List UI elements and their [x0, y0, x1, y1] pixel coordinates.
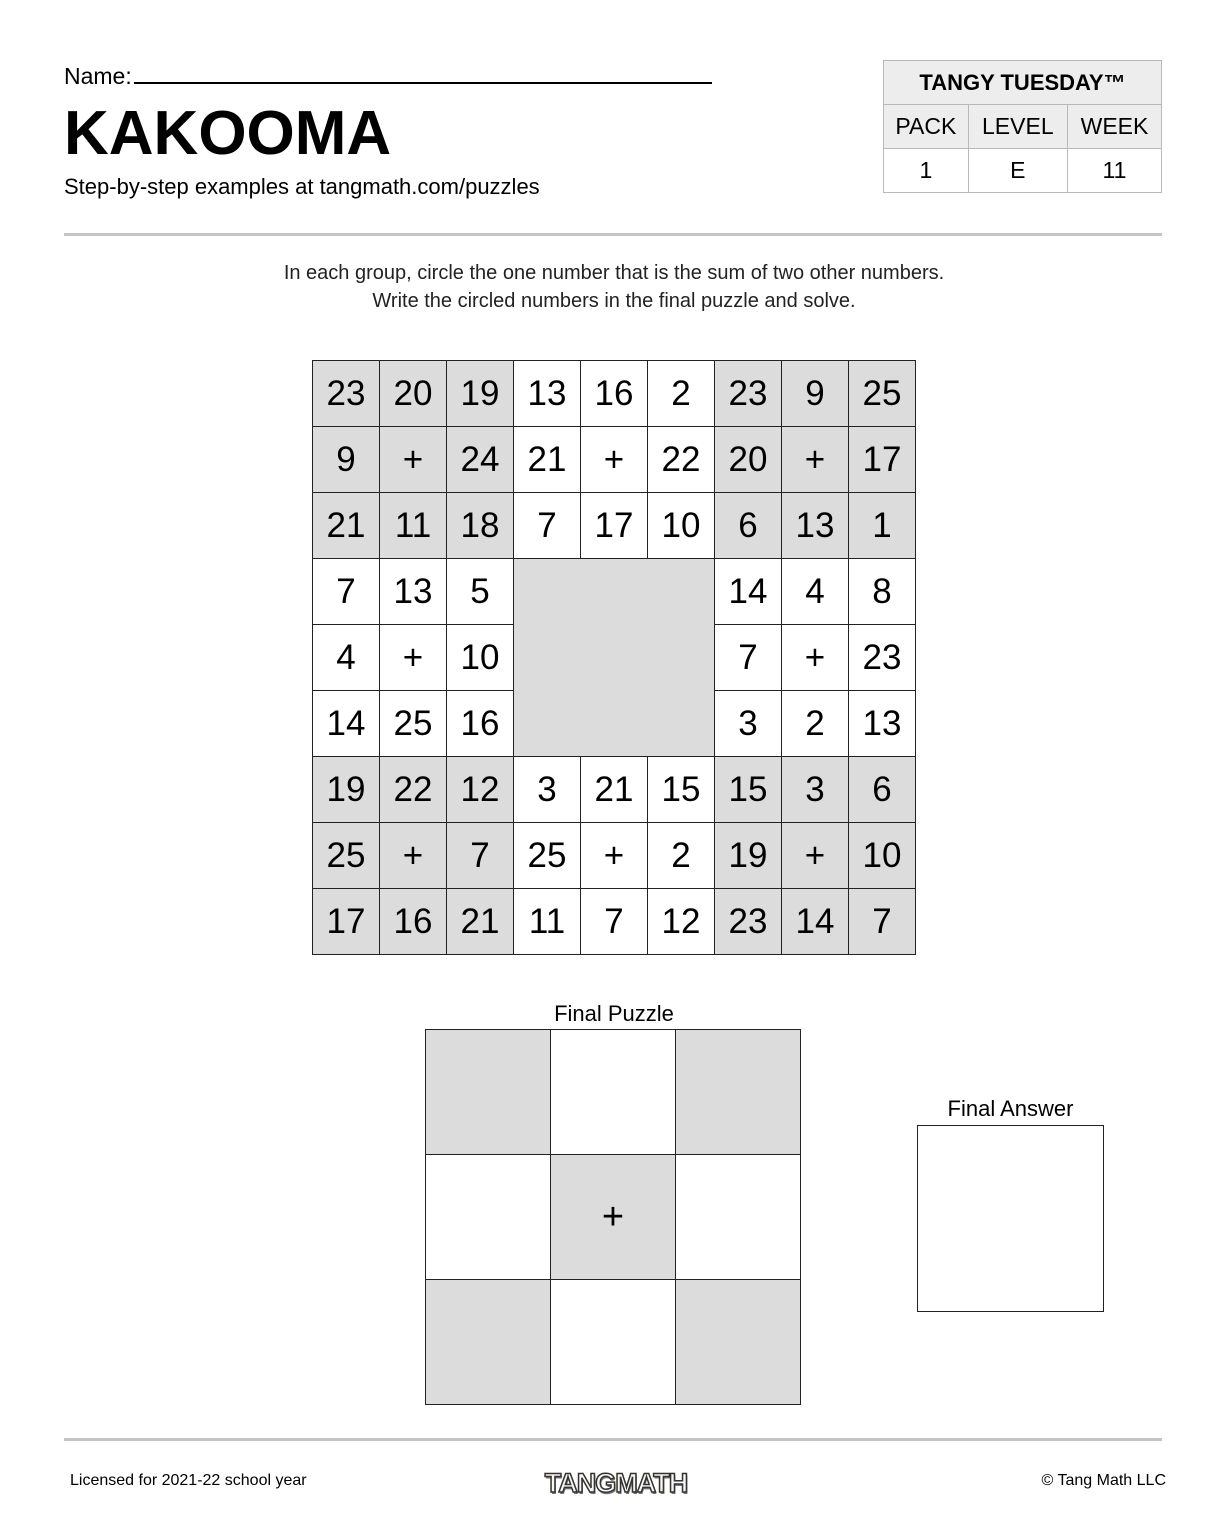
- pack-value: 1: [884, 149, 969, 193]
- grid-cell[interactable]: 19: [715, 823, 782, 889]
- grid-cell[interactable]: 9: [313, 427, 380, 493]
- grid-cell[interactable]: 23: [313, 361, 380, 427]
- grid-cell[interactable]: 10: [447, 625, 514, 691]
- instructions-line-1: In each group, circle the one number that is the sum of two other numbers.: [283, 262, 945, 284]
- grid-cell[interactable]: 22: [648, 427, 715, 493]
- grid-plus-sign: +: [782, 625, 849, 691]
- final-puzzle-grid: [425, 1029, 801, 1405]
- grid-cell[interactable]: 24: [447, 427, 514, 493]
- grid-cell[interactable]: 20: [380, 361, 447, 427]
- grid-cell[interactable]: 15: [648, 757, 715, 823]
- grid-cell[interactable]: 7: [514, 493, 581, 559]
- grid-cell[interactable]: 20: [715, 427, 782, 493]
- grid-cell[interactable]: 7: [849, 889, 916, 955]
- grid-cell[interactable]: 13: [782, 493, 849, 559]
- grid-cell[interactable]: 7: [715, 625, 782, 691]
- grid-cell[interactable]: 18: [447, 493, 514, 559]
- bottom-divider: [64, 1438, 1162, 1441]
- name-blank-line[interactable]: [134, 60, 712, 84]
- pack-label: PACK: [884, 105, 969, 149]
- grid-cell[interactable]: 2: [648, 823, 715, 889]
- page-title: KAKOOMA: [64, 99, 392, 168]
- grid-cell[interactable]: 1: [849, 493, 916, 559]
- info-table: [883, 60, 1162, 193]
- grid-cell[interactable]: 22: [380, 757, 447, 823]
- grid-row: [313, 757, 916, 823]
- copyright-text: © Tang Math LLC: [1041, 1472, 1166, 1489]
- grid-cell[interactable]: 16: [380, 889, 447, 955]
- kakooma-grid: [312, 360, 916, 955]
- grid-center-block: [514, 559, 715, 757]
- final-puzzle-cell[interactable]: [426, 1155, 551, 1280]
- final-puzzle-cell[interactable]: [551, 1030, 676, 1155]
- grid-cell[interactable]: 2: [648, 361, 715, 427]
- grid-cell[interactable]: 11: [514, 889, 581, 955]
- instructions-line-2: Write the circled numbers in the final puzzle and solve.: [372, 290, 856, 312]
- grid-cell[interactable]: 13: [380, 559, 447, 625]
- grid-cell[interactable]: 19: [313, 757, 380, 823]
- grid-plus-sign: +: [380, 427, 447, 493]
- grid-cell[interactable]: 21: [514, 427, 581, 493]
- final-puzzle-cell[interactable]: [676, 1155, 801, 1280]
- grid-cell[interactable]: 4: [313, 625, 380, 691]
- name-label: Name:: [64, 63, 132, 89]
- grid-cell[interactable]: 23: [849, 625, 916, 691]
- grid-cell[interactable]: 12: [447, 757, 514, 823]
- subtitle: Step-by-step examples at tangmath.com/puzzles: [64, 174, 540, 199]
- grid-cell[interactable]: 17: [849, 427, 916, 493]
- grid-cell[interactable]: 17: [581, 493, 648, 559]
- final-puzzle-cell[interactable]: [551, 1280, 676, 1405]
- grid-cell[interactable]: 21: [447, 889, 514, 955]
- grid-cell[interactable]: 3: [715, 691, 782, 757]
- grid-cell[interactable]: 5: [447, 559, 514, 625]
- tangmath-logo: TANGMATH: [538, 1467, 694, 1499]
- grid-cell[interactable]: 25: [313, 823, 380, 889]
- grid-cell[interactable]: 16: [447, 691, 514, 757]
- grid-cell[interactable]: 3: [782, 757, 849, 823]
- grid-cell[interactable]: 12: [648, 889, 715, 955]
- grid-row: [313, 427, 916, 493]
- level-value: E: [968, 149, 1067, 193]
- grid-cell[interactable]: 16: [581, 361, 648, 427]
- grid-cell[interactable]: 2: [782, 691, 849, 757]
- grid-row: [313, 559, 916, 625]
- grid-row: [313, 889, 916, 955]
- final-puzzle-label: Final Puzzle: [554, 1001, 674, 1026]
- grid-cell[interactable]: 6: [715, 493, 782, 559]
- grid-cell[interactable]: 21: [581, 757, 648, 823]
- grid-plus-sign: +: [782, 427, 849, 493]
- grid-row: [313, 493, 916, 559]
- grid-cell[interactable]: 14: [715, 559, 782, 625]
- final-puzzle-cell[interactable]: [676, 1280, 801, 1405]
- grid-cell[interactable]: 7: [581, 889, 648, 955]
- grid-cell[interactable]: 8: [849, 559, 916, 625]
- grid-cell[interactable]: 3: [514, 757, 581, 823]
- final-answer-label: Final Answer: [947, 1096, 1074, 1121]
- name-field[interactable]: [64, 60, 712, 90]
- week-value: 11: [1067, 149, 1161, 193]
- final-puzzle-cell[interactable]: [426, 1030, 551, 1155]
- final-puzzle-cell[interactable]: [426, 1280, 551, 1405]
- grid-cell[interactable]: 14: [313, 691, 380, 757]
- final-puzzle-plus-sign: +: [551, 1155, 676, 1280]
- final-puzzle-cell[interactable]: [676, 1030, 801, 1155]
- grid-cell[interactable]: 23: [715, 889, 782, 955]
- info-table-heading: TANGY TUESDAY™: [884, 61, 1162, 105]
- level-label: LEVEL: [968, 105, 1067, 149]
- top-divider: [64, 233, 1162, 236]
- grid-cell[interactable]: 15: [715, 757, 782, 823]
- grid-cell[interactable]: 10: [648, 493, 715, 559]
- grid-plus-sign: +: [380, 625, 447, 691]
- grid-cell[interactable]: 23: [715, 361, 782, 427]
- grid-plus-sign: +: [581, 427, 648, 493]
- final-answer-box[interactable]: [917, 1125, 1104, 1312]
- grid-plus-sign: +: [782, 823, 849, 889]
- grid-cell[interactable]: 13: [514, 361, 581, 427]
- grid-plus-sign: +: [380, 823, 447, 889]
- grid-cell[interactable]: 25: [380, 691, 447, 757]
- grid-cell[interactable]: 25: [514, 823, 581, 889]
- instructions: [0, 259, 1228, 315]
- grid-row: [313, 361, 916, 427]
- grid-plus-sign: +: [581, 823, 648, 889]
- grid-cell[interactable]: 19: [447, 361, 514, 427]
- week-label: WEEK: [1067, 105, 1161, 149]
- grid-cell[interactable]: 9: [782, 361, 849, 427]
- grid-cell[interactable]: 11: [380, 493, 447, 559]
- grid-cell[interactable]: 7: [313, 559, 380, 625]
- grid-cell[interactable]: 25: [849, 361, 916, 427]
- grid-cell[interactable]: 14: [782, 889, 849, 955]
- grid-cell[interactable]: 13: [849, 691, 916, 757]
- grid-cell[interactable]: 6: [849, 757, 916, 823]
- grid-cell[interactable]: 4: [782, 559, 849, 625]
- grid-row: [313, 823, 916, 889]
- grid-cell[interactable]: 21: [313, 493, 380, 559]
- license-text: Licensed for 2021-22 school year: [70, 1472, 307, 1489]
- grid-cell[interactable]: 10: [849, 823, 916, 889]
- grid-cell[interactable]: 17: [313, 889, 380, 955]
- grid-cell[interactable]: 7: [447, 823, 514, 889]
